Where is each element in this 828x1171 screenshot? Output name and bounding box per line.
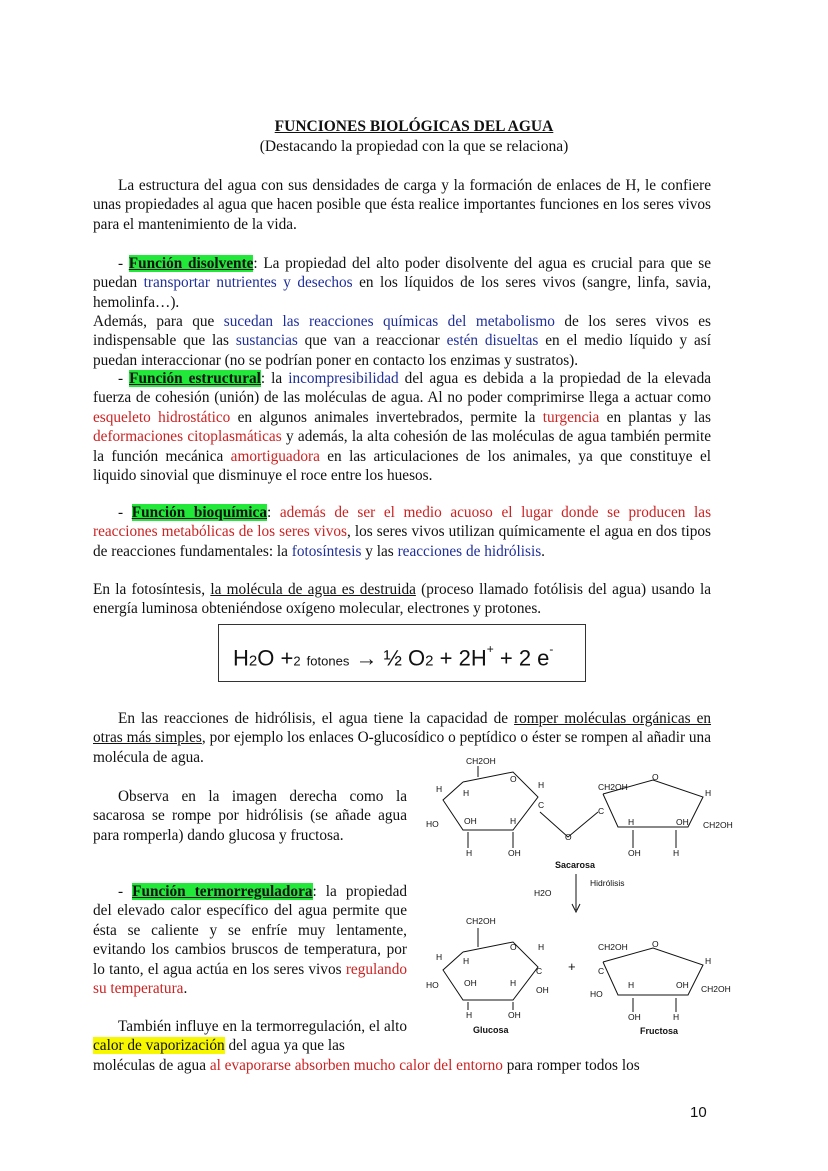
eq-plus: + 2H bbox=[439, 645, 487, 671]
text-run: en plantas y las bbox=[599, 408, 711, 426]
label-c: C bbox=[598, 806, 605, 816]
label-h: H bbox=[436, 784, 443, 794]
text-run: en algunos animales invertebrados, permite la bbox=[230, 408, 543, 426]
text-run: : la propiedad del elevado calor específico del agua permite que ésta se caliente y se enfríe muy lentamente, evitando los cambios bruscos de temperatura, por lo tanto, el agua actúa en los seres vivos bbox=[93, 883, 408, 978]
red-text: al evaporarse absorben mucho calor del entorno bbox=[209, 1057, 503, 1074]
label-ch2oh: CH2OH bbox=[466, 916, 496, 926]
label-ch2oh: CH2OH bbox=[466, 756, 496, 766]
text-run: en los líquidos de los seres vivos (sangre, linfa, savia, hemolinfa…). bbox=[93, 274, 712, 311]
blue-text: sustancias bbox=[235, 332, 298, 350]
label-h: H bbox=[466, 848, 473, 858]
text-run: moléculas de agua bbox=[93, 1057, 210, 1074]
bullet-dash: - bbox=[118, 504, 132, 521]
text-run: que van a reaccionar bbox=[297, 332, 447, 350]
hidrolisis-label: Hidrólisis bbox=[590, 878, 625, 888]
disolvente-paragraph bbox=[93, 254, 711, 312]
eq-fotones: fotones bbox=[306, 653, 350, 669]
page-subtitle: (Destacando la propiedad con la que se relaciona) bbox=[259, 138, 569, 155]
intro-paragraph: La estructura del agua con sus densidades de carga y la formación de enlaces de H, le confiere unas propiedades al agua que hacen posible que ésta realice importantes funciones en los seres vivos para el mantenimiento de la vida. bbox=[93, 177, 711, 233]
photolysis-equation-box bbox=[218, 624, 586, 682]
label-oh: OH bbox=[628, 848, 641, 858]
red-text: regulando su temperatura bbox=[93, 960, 407, 998]
page-number: 10 bbox=[690, 1104, 707, 1121]
label-h: H bbox=[705, 788, 712, 798]
label-h: H bbox=[510, 816, 517, 826]
text-run: En las reacciones de hidrólisis, el agua tiene la capacidad de bbox=[118, 710, 515, 727]
observa-paragraph: Observa en la imagen derecha como la sacarosa se rompe por hidrólisis (se añade agua para romperla) dando glucosa y fructosa. bbox=[93, 788, 407, 844]
label-h: H bbox=[463, 788, 470, 798]
label-o: O bbox=[510, 774, 517, 784]
estructural-paragraph bbox=[93, 369, 711, 485]
red-text: turgencia bbox=[542, 408, 600, 426]
label-c: C bbox=[536, 966, 543, 976]
eq-sup: + bbox=[486, 642, 494, 656]
bullet-dash: - bbox=[118, 370, 130, 387]
eq-o: O + bbox=[257, 645, 294, 671]
bullet-dash: - bbox=[118, 883, 133, 900]
label-o: O bbox=[565, 832, 572, 842]
yellow-highlight-text: calor de vaporización bbox=[93, 1037, 225, 1055]
estructural-label: Función estructural bbox=[129, 370, 261, 387]
red-text: además de ser el medio acuoso el lugar donde se producen las reacciones metabólicas de los seres vivos bbox=[93, 504, 712, 541]
sacarosa-fructose-ring bbox=[598, 772, 733, 858]
label-o: O bbox=[652, 772, 659, 782]
label-h: H bbox=[538, 780, 545, 790]
label-oh: OH bbox=[676, 980, 689, 990]
text-run: , los seres vivos utilizan químicamente el agua en dos tipos de reacciones fundamentales: la bbox=[93, 523, 711, 560]
label-oh: OH bbox=[536, 985, 549, 995]
metabolism-paragraph bbox=[93, 312, 711, 370]
label-ch2oh: CH2OH bbox=[703, 820, 733, 830]
blue-text: sucedan las reacciones químicas del metabolismo bbox=[223, 313, 555, 330]
termorreguladora-label: Función termorreguladora bbox=[132, 883, 313, 900]
blue-text: estén disueltas bbox=[446, 332, 539, 350]
label-o: O bbox=[652, 939, 659, 949]
label-h: H bbox=[673, 1012, 680, 1022]
plus-sign: + bbox=[568, 959, 576, 974]
underlined-text: la molécula de agua es destruida bbox=[210, 581, 416, 598]
text-run: En la fotosíntesis, bbox=[93, 581, 211, 598]
label-o: O bbox=[510, 942, 517, 952]
blue-text: reacciones de hidrólisis bbox=[397, 542, 542, 560]
arrow-right-icon: → bbox=[355, 645, 378, 671]
label-h: H bbox=[466, 1010, 473, 1020]
label-h: H bbox=[538, 942, 545, 952]
label-oh: OH bbox=[508, 1010, 521, 1020]
label-h: H bbox=[463, 956, 470, 966]
label-h: H bbox=[436, 952, 443, 962]
sacarosa-glucose-ring bbox=[426, 756, 598, 858]
label-h: H bbox=[628, 980, 635, 990]
text-run: . bbox=[183, 980, 188, 998]
label-h: H bbox=[510, 978, 517, 988]
vaporizacion-paragraph bbox=[93, 1017, 407, 1056]
text-run: , por ejemplo los enlaces O-glucosídico o peptídico o éster se rompen al añadir una molécula de agua. bbox=[93, 729, 711, 766]
fructosa-label: Fructosa bbox=[640, 1026, 679, 1036]
eq-h: H bbox=[233, 645, 249, 671]
disolvente-label: Función disolvente bbox=[128, 255, 254, 272]
termorreguladora-paragraph bbox=[93, 882, 407, 998]
label-c: C bbox=[538, 800, 545, 810]
fotosintesis-paragraph bbox=[93, 580, 711, 619]
text-run: en el medio líquido y así puedan interaccionar (no se podrían poner en contacto los enzimas y sustratos). bbox=[93, 332, 711, 369]
eq-num: 2 bbox=[293, 653, 301, 669]
text-run: (proceso llamado fotólisis del agua) usando la energía luminosa obteniéndose oxígeno molecular, electrones y protones. bbox=[93, 581, 711, 618]
label-oh: OH bbox=[464, 978, 477, 988]
eq-sub: 2 bbox=[425, 652, 434, 670]
blue-text: fotosíntesis bbox=[291, 542, 362, 560]
eq-sup: - bbox=[549, 642, 554, 656]
text-run: en las articulaciones de los animales, ya que constituye el liquido sinovial que disminuye el roce entre los huesos. bbox=[93, 447, 711, 485]
label-ho: HO bbox=[426, 819, 439, 829]
underlined-text: romper moléculas orgánicas en otras más simples bbox=[93, 710, 712, 747]
bullet-dash: - bbox=[118, 255, 129, 272]
label-c: C bbox=[598, 966, 605, 976]
sacarosa-label: Sacarosa bbox=[555, 860, 596, 870]
text-run: . bbox=[541, 542, 545, 560]
text-run: : La propiedad del alto poder disolvente del agua es crucial para que se puedan bbox=[93, 255, 711, 292]
text-run: : bbox=[267, 504, 280, 521]
label-oh: OH bbox=[464, 816, 477, 826]
page-title: FUNCIONES BIOLÓGICAS DEL AGUA bbox=[274, 118, 554, 135]
label-h: H bbox=[705, 956, 712, 966]
label-ch2oh: CH2OH bbox=[598, 942, 628, 952]
blue-text: transportar nutrientes y desechos bbox=[143, 274, 353, 292]
label-ch2oh: CH2OH bbox=[598, 782, 628, 792]
label-ch2oh: CH2OH bbox=[701, 984, 731, 994]
eq-half: ½ O bbox=[383, 645, 426, 671]
evaporation-paragraph bbox=[93, 1056, 711, 1075]
water-label: H2O bbox=[534, 888, 552, 898]
bioquimica-label: Función bioquímica bbox=[131, 504, 267, 521]
text-run: Además, para que bbox=[93, 313, 224, 330]
fructosa-ring bbox=[590, 939, 731, 1036]
text-run: del agua es debida a la propiedad de la elevada fuerza de cohesión (unión) de las moléculas de agua. Al no poder comprimirse llega a actuar como bbox=[93, 370, 712, 407]
label-oh: OH bbox=[508, 848, 521, 858]
text-run: y las bbox=[361, 542, 398, 560]
text-run: del agua ya que las bbox=[224, 1037, 345, 1055]
text-run: para romper todos los bbox=[502, 1057, 640, 1074]
red-text: deformaciones citoplasmáticas bbox=[93, 428, 282, 446]
glucosa-ring bbox=[426, 916, 549, 1035]
sucrose-hydrolysis-diagram bbox=[418, 752, 748, 1052]
eq-sub: 2 bbox=[248, 652, 258, 670]
blue-text: incompresibilidad bbox=[288, 370, 399, 387]
eq-plus: + 2 e bbox=[499, 645, 550, 671]
glucosa-label: Glucosa bbox=[473, 1025, 509, 1035]
label-oh: OH bbox=[628, 1012, 641, 1022]
text-run: de los seres vivos es indispensable que las bbox=[93, 313, 711, 350]
text-run: También influye en la termorregulación, el alto bbox=[118, 1018, 407, 1035]
red-text: amortiguadora bbox=[230, 447, 320, 465]
label-oh: OH bbox=[676, 817, 689, 827]
label-ho: HO bbox=[590, 989, 603, 999]
label-h: H bbox=[673, 848, 680, 858]
label-h: H bbox=[628, 817, 635, 827]
text-run: : la bbox=[260, 370, 289, 387]
text-run: y además, la alta cohesión de las moléculas de agua también permite la función mecánica bbox=[93, 428, 711, 465]
red-text: esqueleto hidrostático bbox=[93, 408, 231, 426]
bioquimica-paragraph bbox=[93, 503, 711, 561]
label-ho: HO bbox=[426, 980, 439, 990]
hydrolysis-arrow bbox=[534, 874, 624, 912]
